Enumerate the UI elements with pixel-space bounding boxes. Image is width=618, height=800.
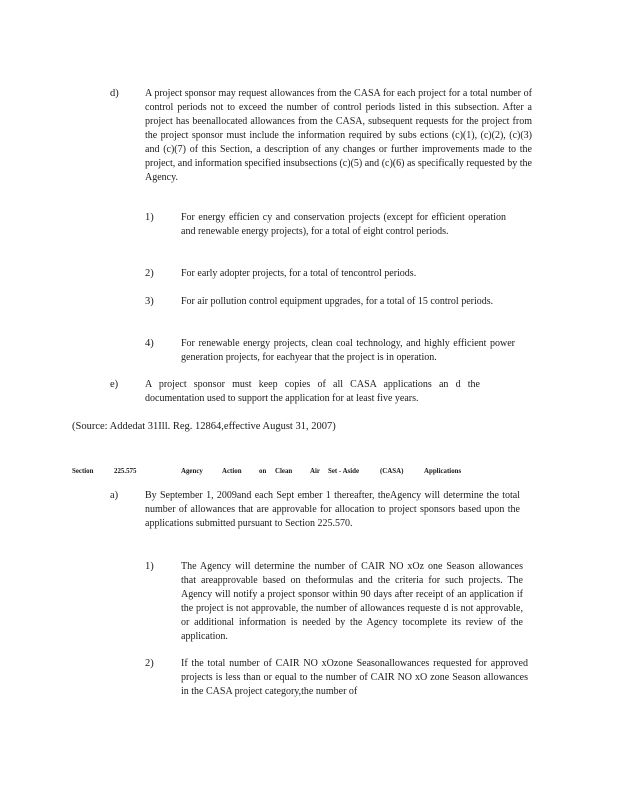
section-title-word: Set - Aside (328, 466, 360, 475)
item-d1-text: For energy efficien cy and conservation projects (except for efficient operation and renewable energy projects), for a total of eight control periods. (181, 212, 506, 237)
item-d-label: d) (110, 88, 119, 99)
section-label: Section (72, 466, 94, 475)
item-e-text: A project sponsor must keep copies of all CASA applications an d the documentation used to support the application for at least five years. (145, 379, 480, 404)
section-title-word: Clean (275, 466, 293, 475)
item-a1-text: The Agency will determine the number of CAIR NO xOz one Season allowances that areapprovable based on theformulas and the criteria for such projects. The Agency will notify a project sponsor within 90 days after receipt of an application if the project is not approvable, the number of allowances requeste d is not approvable, or additional information is needed by the Agency tocomplete its review of the application. (181, 561, 523, 642)
item-a1-label: 1) (145, 561, 154, 572)
item-a-label: a) (110, 490, 119, 501)
item-d3-label: 3) (145, 296, 154, 307)
source-note: (Source: Addedat 31Ill. Reg. 12864,effective August 31, 2007) (72, 421, 336, 432)
item-d3-text: For air pollution control equipment upgrades, for a total of 15 control periods. (181, 296, 494, 307)
item-e-label: e) (110, 379, 119, 390)
item-a2-text: If the total number of CAIR NO xOzone Seasonallowances requested for approved projects is less than or equal to the number of CAIR NO xO zone Season allowances in the CASA project category,the number of (181, 658, 528, 697)
item-a-text: By September 1, 2009and each Sept ember 1 thereafter, theAgency will determine the total number of allowances that are approvable for allocation to project sponsors based upon the applications submitted pursuant to Section 225.570. (145, 490, 520, 529)
item-d4-text: For renewable energy projects, clean coal technology, and highly efficient power generation projects, for eachyear that the project is in operation. (181, 338, 515, 363)
section-title-word: Applications (424, 466, 462, 475)
section-title-word: on (259, 466, 267, 475)
item-a2-label: 2) (145, 658, 154, 669)
section-title-word: Agency (181, 466, 203, 475)
item-d2-text: For early adopter projects, for a total of tencontrol periods. (181, 268, 417, 279)
section-number: 225.575 (114, 466, 137, 475)
item-d4-label: 4) (145, 338, 154, 349)
item-d-text: A project sponsor may request allowances from the CASA for each project for a total number of control periods not to exceed the number of control periods listed in this subsection. After a project has beenallocated allowances from the CASA, subsequent requests for the project from the project sponsor must include the information required by subs ections (c)(1), (c)(2), (c)(3) and (c)(7) of this Section, a description of any changes or further improvements made to the project, and information specified insubsections (c)(5) and (c)(6) as specifically requested by the Agency. (145, 88, 532, 183)
item-d1-label: 1) (145, 212, 154, 223)
section-title-word: (CASA) (380, 466, 404, 475)
item-d2-label: 2) (145, 268, 154, 279)
section-title-word: Air (310, 466, 320, 475)
section-title-word: Action (222, 466, 242, 475)
